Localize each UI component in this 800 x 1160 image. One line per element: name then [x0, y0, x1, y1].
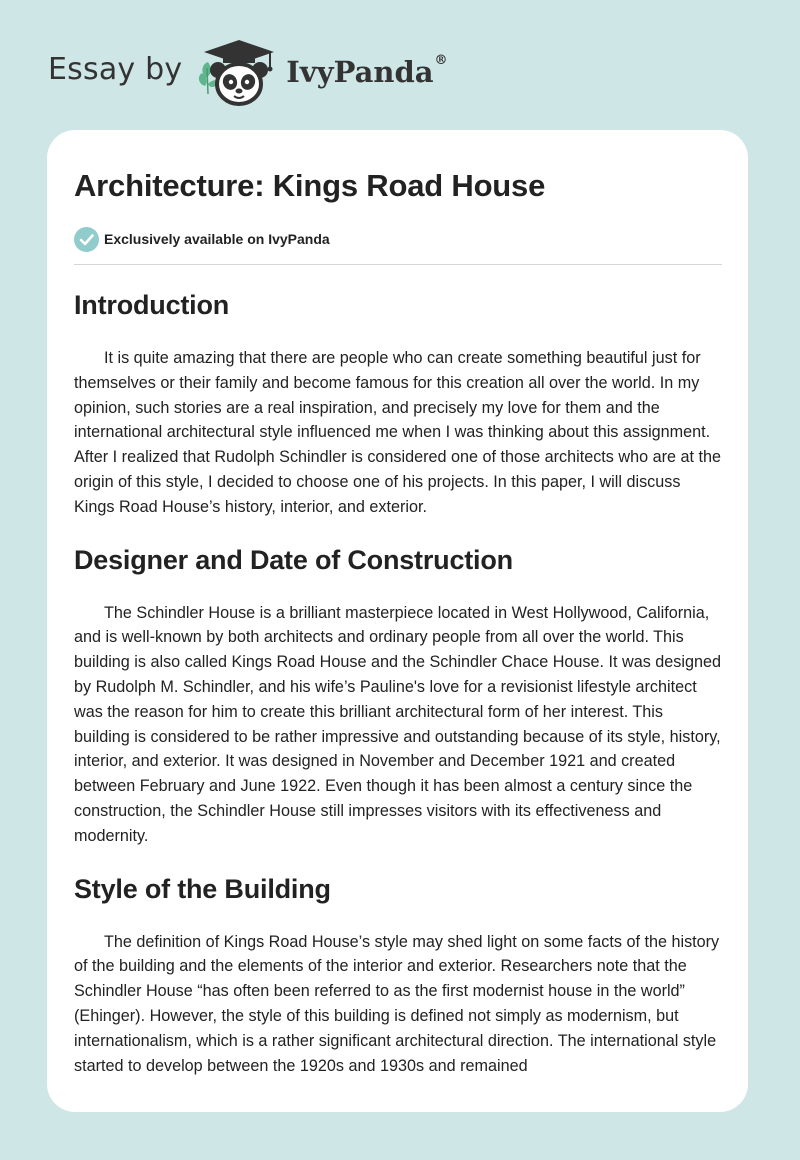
section-style [74, 871, 722, 1079]
title-divider [74, 264, 722, 265]
section-paragraph: It is quite amazing that there are people who can create something beautiful just for themselves or their family and become famous for this creation all over the world. In my opinion, such stories are a real inspiration, and precisely my love for them and the international architectural style influenced me when I was thinking about this assignment. After I realized that Rudolph Schindler is considered one of those architects who are at the origin of this style, I decided to choose one of his projects. In this paper, I will discuss Kings Road House’s history, interior, and exterior. [74, 349, 721, 516]
panda-graduate-icon[interactable] [196, 38, 282, 108]
site-header [48, 38, 448, 108]
check-circle-icon [74, 227, 99, 252]
brand-name: IvyPanda® [286, 53, 448, 89]
essay-card [47, 130, 748, 1112]
trademark-symbol: ® [434, 53, 448, 68]
section-designer [74, 542, 722, 849]
essay-by-label: Essay by [48, 51, 183, 87]
section-heading: Designer and Date of Construction [74, 544, 513, 575]
page-title: Architecture: Kings Road House [74, 168, 546, 203]
section-heading: Style of the Building [74, 873, 331, 904]
section-introduction [74, 287, 722, 520]
section-heading: Introduction [74, 290, 230, 320]
section-paragraph: The Schindler House is a brilliant masterpiece located in West Hollywood, California, and is well-known by both architects and ordinary people from all over the world. This building is also called Kings Road House and the Schindler Chace House. It was designed by Rudolph M. Schindler, and his wife’s Pauline's love for a revisionist lifestyle architect was the reason for him to create this brilliant architectural form of her interest. This building is considered to be rather impressive and outstanding because of its style, history, interior, and exterior. It was designed in November and December 1921 and created between February and June 1922. Even though it has been almost a century since the construction, the Schindler House still impresses visitors with its effectiveness and modernity. [74, 603, 721, 845]
exclusive-label: Exclusively available on IvyPanda [104, 231, 330, 247]
exclusive-badge [74, 226, 722, 252]
section-paragraph: The definition of Kings Road House’s style may shed light on some facts of the history of the building and the elements of the interior and exterior. Researchers note that the Schindler House “has often been referred to as the first modernist house in the world” (Ehinger). However, the style of this building is defined not simply as modernism, but internationalism, which is a rather significant architectural direction. The international style started to develop between the 1920s and 1930s and remained [74, 932, 720, 1075]
